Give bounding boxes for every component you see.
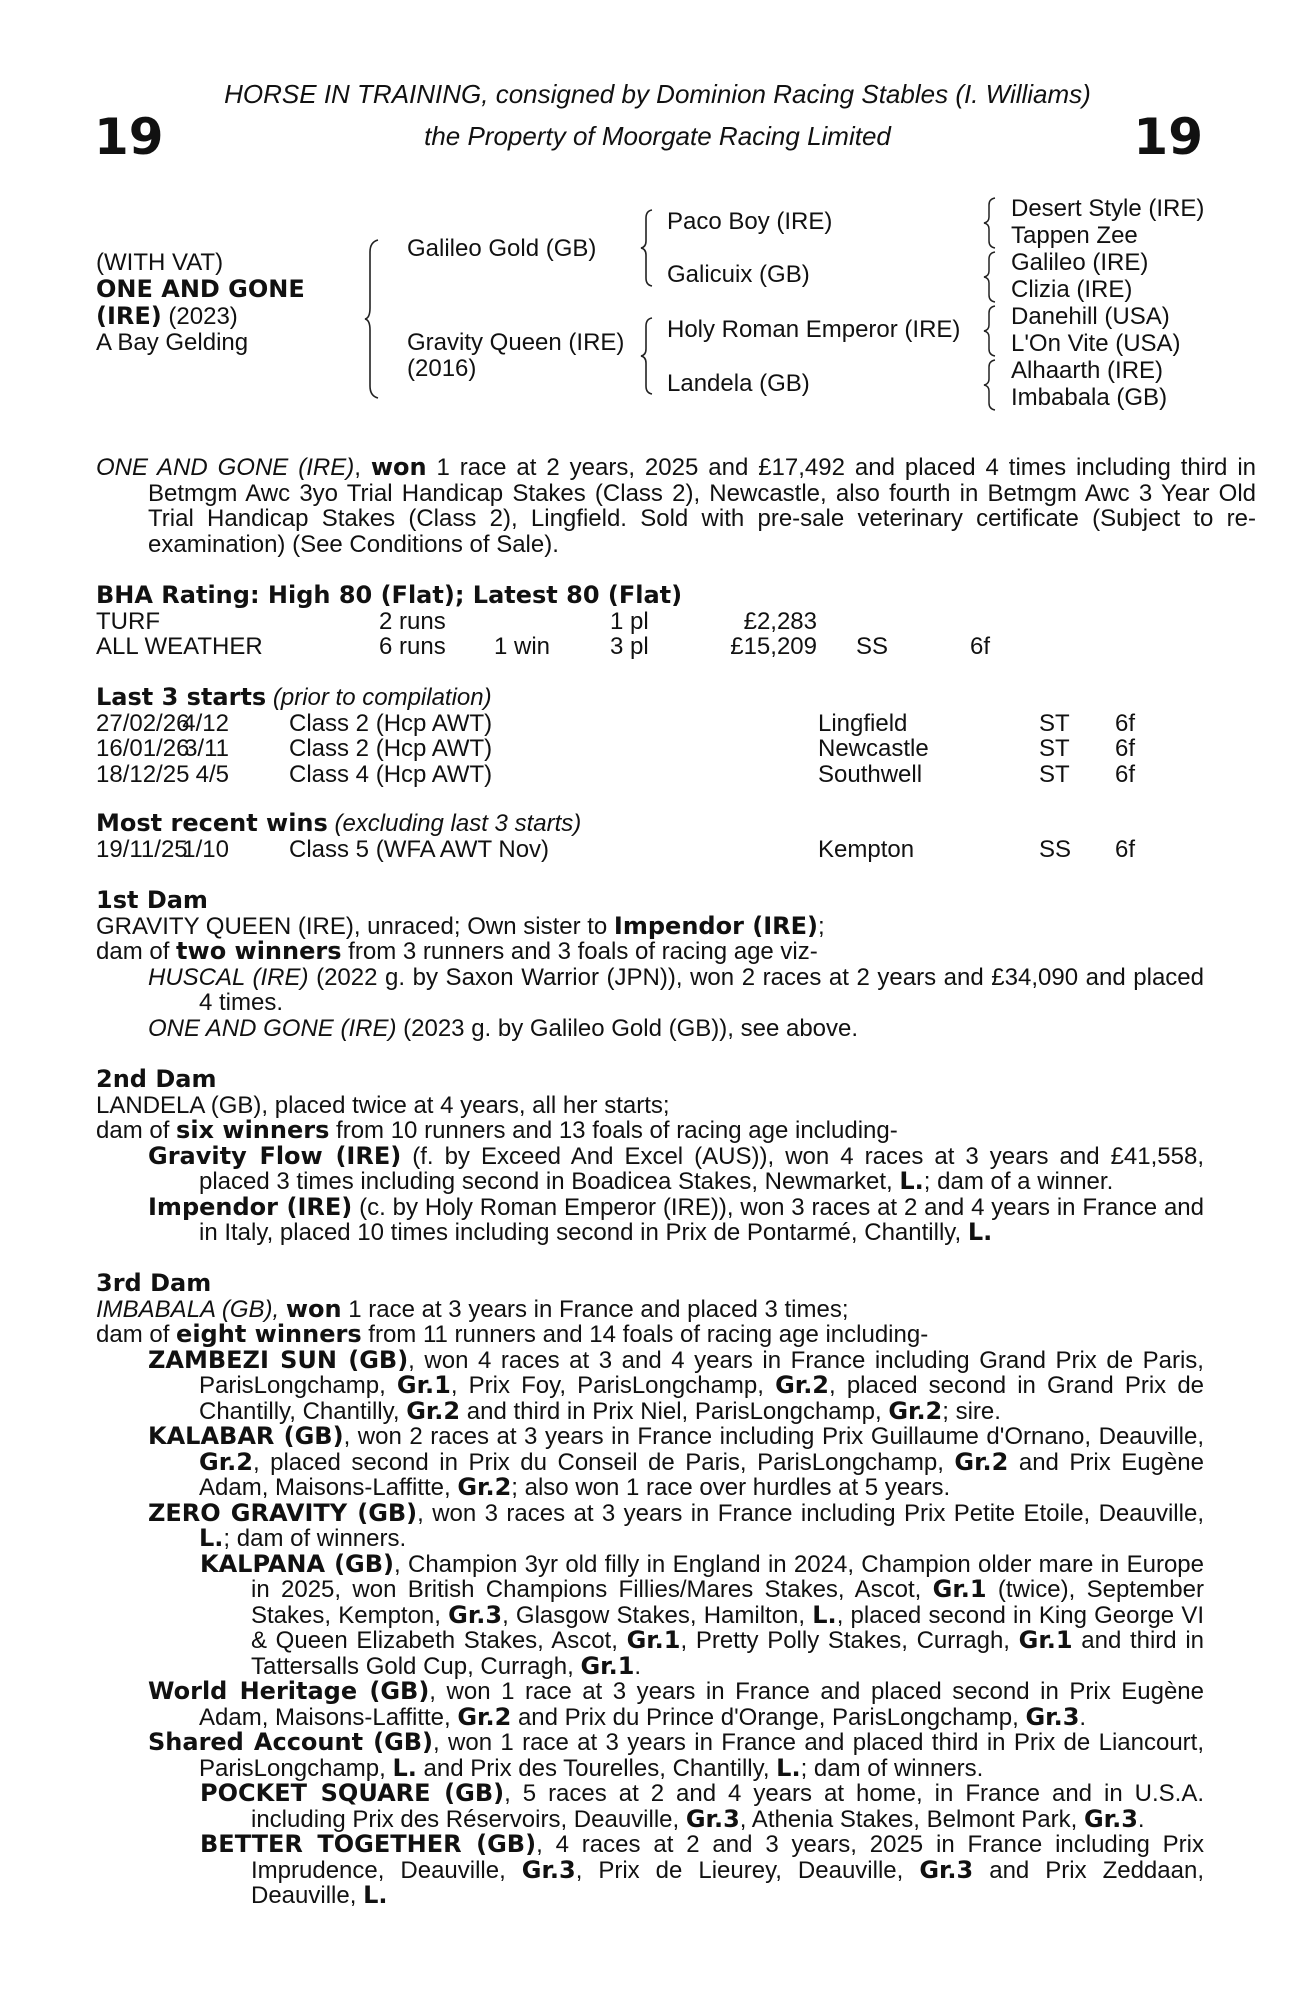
start-course: Southwell (818, 760, 923, 788)
progeny-text: , won 1 race at 3 years in France and placed second in Prix Eugène Adam, Maisons-Laffitte, (199, 1678, 1204, 1731)
first-dam-sister: Impendor (IRE) (613, 911, 819, 940)
progeny-kalabar (96, 1424, 1204, 1501)
progeny-text: ; also won 1 race over hurdles at 5 years. (511, 1474, 951, 1501)
progeny-text: , Athenia Stakes, Belmont Park, (739, 1805, 1084, 1833)
bha-placed: 1 pl (610, 607, 649, 635)
second-dam-title: 2nd Dam (96, 1065, 217, 1093)
horse-description: A Bay Gelding (96, 329, 249, 356)
second-dam-text: dam of (96, 1117, 177, 1144)
start-course: Newcastle (818, 735, 929, 762)
start-distance: 6f (1115, 709, 1136, 737)
progeny-text: . (1137, 1805, 1145, 1833)
progeny-name: Shared Account (GB) (148, 1728, 434, 1756)
dam-sire: Holy Roman Emperor (IRE) (667, 316, 961, 343)
progeny-name: ONE AND GONE (IRE) (148, 1014, 397, 1042)
third-dam-line2 (96, 1322, 1204, 1348)
progeny-zero-gravity (96, 1498, 1204, 1552)
last-3-starts (96, 685, 1204, 787)
summary-text: 1 race at 2 years, 2025 and £17,492 and placed 4 times including third in Betmgm Awc 3yo Trial Handicap Stakes (Class 2), Newcastle, also fourth in Betmgm Awc 3 Year Old Trial Handicap Stakes (Class 2), Lingfield. Sold with pre-sale veterinary certificate (Subject to re-examination) (See Conditions of Sale). (148, 454, 1257, 558)
progeny-kalpana (96, 1549, 1205, 1680)
bha-title: BHA Rating: High 80 (Flat); Latest 80 (Flat) (96, 581, 683, 609)
second-dam-winners: six winners (176, 1116, 330, 1144)
start-row (96, 762, 1204, 788)
progeny-grade: L. (363, 1881, 388, 1909)
lot-number-right: 19 (1133, 108, 1203, 166)
start-course: Lingfield (818, 709, 908, 737)
progeny-grade: Gr.1 (1018, 1626, 1073, 1654)
progeny-grade: Gr.3 (919, 1855, 974, 1884)
progeny-text: (twice), September Stakes, Kempton, (251, 1576, 1204, 1629)
third-dam-won: won (285, 1294, 342, 1323)
g3-imbabala: Imbabala (GB) (1011, 384, 1168, 411)
g3-lon-vite: L'On Vite (USA) (1011, 330, 1181, 357)
start-position: 3/11 (184, 735, 229, 762)
first-dam-punct: ; (818, 912, 825, 940)
property-line: the Property of Moorgate Racing Limited (424, 121, 891, 151)
progeny-text: , Prix de Lieurey, Deauville, (575, 1856, 920, 1884)
progeny-text: . (1079, 1703, 1087, 1731)
g3-tappen-zee: Tappen Zee (1011, 222, 1138, 249)
second-dam-line1: LANDELA (GB), placed twice at 4 years, all her starts; (96, 1091, 670, 1119)
summary-horse-name: ONE AND GONE (IRE) (96, 454, 355, 481)
start-date: 18/12/25 (96, 760, 190, 788)
bha-prize: £15,209 (730, 633, 817, 660)
consignor-line: HORSE IN TRAINING, consigned by Dominion Racing Stables (I. Williams) (224, 79, 1091, 109)
progeny-text: and Prix Zeddaan, Deauville, (251, 1856, 1204, 1909)
progeny-text: , 5 races at 2 and 4 years at home, in France and in U.S.A. including Prix des Réservoirs, Deauville, (251, 1780, 1204, 1833)
third-dam-name: IMBABALA (GB), (96, 1295, 286, 1323)
progeny-text: , Prix Foy, ParisLongchamp, (450, 1372, 776, 1399)
horse-year: (2023) (168, 303, 238, 330)
bha-row-all-weather (96, 634, 1204, 660)
horse-country: (IRE) (96, 302, 162, 330)
start-going: ST (1039, 709, 1070, 737)
win-distance: 6f (1115, 835, 1136, 863)
progeny-text: (f. by Exceed And Excel (AUS)), won 4 races at 3 years and £41,558, placed 3 times including second in Boadicea Stakes, Newmarket, (199, 1142, 1205, 1195)
progeny-text: and third in Prix Niel, ParisLongchamp, (460, 1397, 889, 1425)
progeny-zambezi-sun (96, 1345, 1205, 1425)
recent-wins-title: Most recent wins (96, 809, 328, 837)
bha-surface: ALL WEATHER (96, 633, 263, 660)
progeny-grade: L. (776, 1753, 801, 1782)
progeny-impendor (96, 1192, 1204, 1246)
progeny-grade: Gr.3 (448, 1600, 503, 1629)
progeny-text: ; dam of a winner. (923, 1168, 1114, 1195)
bha-runs: 2 runs (379, 607, 446, 635)
progeny-text: ; dam of winners. (800, 1754, 984, 1782)
third-dam-title: 3rd Dam (96, 1269, 212, 1297)
progeny-text: , Champion 3yr old filly in England in 2024, Champion older mare in Europe in 2025, won British Champions Fillies/Mares Stakes, Ascot, (251, 1550, 1204, 1603)
vat-note: (WITH VAT) (96, 249, 224, 276)
progeny-text: (2023 g. by Galileo Gold (GB)), see above. (396, 1014, 859, 1042)
progeny-grade: Gr.2 (457, 1702, 512, 1731)
start-distance: 6f (1115, 760, 1136, 788)
first-dam-line2 (96, 939, 1204, 965)
progeny-better-together (96, 1832, 1204, 1909)
progeny-text: , placed second in Prix du Conseil de Paris, ParisLongchamp, (252, 1448, 955, 1476)
progeny-grade: Gr.2 (954, 1447, 1009, 1476)
progeny-grade: Gr.1 (580, 1651, 635, 1680)
progeny-name: HUSCAL (IRE) (148, 963, 309, 991)
pedigree-brace-sire (640, 208, 656, 288)
start-race: Class 2 (Hcp AWT) (289, 709, 493, 737)
bha-prize: £2,283 (743, 607, 817, 635)
progeny-text: , placed second in Grand Prix de Chantilly, Chantilly, (199, 1372, 1205, 1425)
progeny-text: ; dam of winners. (223, 1525, 407, 1552)
win-row (96, 837, 1204, 863)
start-position: 4/12 (182, 709, 229, 737)
progeny-text: and Prix du Prince d'Orange, ParisLongchamp, (511, 1703, 1026, 1731)
progeny-grade: Gr.3 (685, 1804, 740, 1833)
bha-row-turf (96, 609, 1204, 635)
progeny-name: BETTER TOGETHER (GB) (200, 1830, 537, 1858)
start-race: Class 4 (Hcp AWT) (289, 760, 493, 788)
progeny-text: , won 2 races at 3 years in France including Prix Guillaume d'Ornano, Deauville, (343, 1423, 1204, 1450)
progeny-text: , placed second in King George VI & Queen Elizabeth Stakes, Ascot, (251, 1601, 1205, 1654)
progeny-text: and Prix des Tourelles, Chantilly, (416, 1754, 777, 1782)
start-going: ST (1039, 735, 1070, 762)
bha-section (96, 583, 1204, 660)
third-generation (1011, 195, 1204, 411)
bha-runs: 6 runs (379, 633, 446, 660)
progeny-text: and Prix Eugène Adam, Maisons-Laffitte, (199, 1448, 1204, 1501)
progeny-grade: Gr.1 (396, 1371, 451, 1399)
progeny-name: World Heritage (GB) (148, 1677, 430, 1705)
progeny-text: , Glasgow Stakes, Hamilton, (502, 1601, 813, 1629)
progeny-huscal (96, 965, 1204, 1016)
progeny-grade: Gr.2 (775, 1371, 830, 1399)
progeny-grade: L. (812, 1600, 837, 1629)
progeny-grade: Gr.1 (932, 1575, 987, 1603)
progeny-name: POCKET SQUARE (GB) (200, 1779, 505, 1807)
win-course: Kempton (818, 835, 915, 863)
progeny-name: ZERO GRAVITY (GB) (148, 1498, 418, 1527)
g3-danehill: Danehill (USA) (1011, 303, 1170, 330)
progeny-name: KALABAR (GB) (148, 1422, 344, 1450)
first-dam-section (96, 888, 1204, 1041)
pedigree-brace-g3 (983, 196, 999, 412)
sire-sire: Paco Boy (IRE) (667, 208, 833, 235)
progeny-grade: L. (899, 1167, 924, 1195)
progeny-grade: Gr.1 (626, 1626, 681, 1654)
progeny-grade: Gr.2 (457, 1473, 512, 1501)
progeny-name: KALPANA (GB) (200, 1549, 395, 1578)
start-race: Class 2 (Hcp AWT) (289, 735, 493, 762)
horse-name: ONE AND GONE (96, 275, 305, 303)
progeny-grade: L. (967, 1218, 993, 1246)
third-dam-text: dam of (96, 1321, 177, 1348)
pedigree-brace-dam (640, 316, 656, 396)
win-going: SS (1039, 835, 1072, 863)
last3-note: (prior to compilation) (272, 684, 492, 711)
first-dam-text: from 3 runners and 3 foals of racing age viz- (341, 938, 818, 965)
start-row (96, 711, 1204, 737)
progeny-text: , won 1 race at 3 years in France and placed third in Prix de Liancourt, ParisLongchamp, (199, 1729, 1204, 1782)
recent-wins-note: (excluding last 3 starts) (334, 810, 582, 837)
progeny-one-and-gone (96, 1016, 1204, 1042)
lot-number-left: 19 (94, 108, 164, 166)
progeny-shared-account (96, 1730, 1204, 1781)
third-dam-winners: eight winners (176, 1320, 362, 1348)
dam-year: (2016) (407, 355, 477, 382)
win-race: Class 5 (WFA AWT Nov) (289, 835, 550, 863)
bha-wins: 1 win (494, 633, 551, 660)
progeny-text: and third in Tattersalls Gold Cup, Curragh, (251, 1627, 1204, 1680)
progeny-text: (c. by Holy Roman Emperor (IRE)), won 3 races at 2 and 4 years in France and in Italy, placed 10 times including second in Prix de Pontarmé, Chantilly, (199, 1193, 1204, 1246)
race-summary: ONE AND GONE (IRE), won 1 race at 2 years, 2025 and £17,492 and placed 4 times including third in Betmgm Awc 3yo Trial Handicap Stakes (Class 2), Newcastle, also fourth in Betmgm Awc 3 Year Old Trial Handicap Stakes (Class 2), Lingfield. Sold with pre-sale veterinary certificate (Subject to re-examination) (See Conditions of Sale). (96, 453, 1257, 558)
sire-dam: Galicuix (GB) (667, 261, 810, 288)
third-dam-text: from 11 runners and 14 foals of racing age including- (361, 1321, 929, 1348)
g3-galileo: Galileo (IRE) (1011, 249, 1149, 276)
dam-dam: Landela (GB) (667, 370, 810, 397)
progeny-name: Gravity Flow (IRE) (148, 1141, 402, 1170)
first-dam-text: dam of (96, 938, 177, 965)
progeny-grade: Gr.3 (521, 1855, 576, 1884)
start-date: 27/02/26 (96, 709, 190, 737)
dam-name: Gravity Queen (IRE) (407, 329, 625, 356)
g3-desert-style: Desert Style (IRE) (1011, 195, 1205, 222)
third-dam-line1 (96, 1294, 1204, 1323)
bha-surface: TURF (96, 607, 160, 635)
first-dam-winners: two winners (176, 937, 342, 965)
start-going: ST (1039, 760, 1070, 788)
progeny-grade: Gr.2 (406, 1396, 461, 1425)
win-position: 1/10 (182, 835, 229, 863)
progeny-text: . (634, 1652, 642, 1680)
progeny-name: Impendor (IRE) (148, 1192, 353, 1221)
progeny-text: , 4 races at 2 and 3 years, 2025 in France including Prix Imprudence, Deauville, (251, 1831, 1204, 1884)
third-dam-section (96, 1271, 1204, 1909)
progeny-grade: Gr.2 (888, 1396, 943, 1425)
horse-identity (96, 250, 305, 356)
progeny-world-heritage (96, 1679, 1204, 1730)
progeny-grade: L. (199, 1524, 224, 1552)
start-distance: 6f (1115, 735, 1136, 762)
progeny-grade: Gr.2 (199, 1447, 253, 1476)
win-date: 19/11/25 (96, 835, 188, 863)
second-dam-text: from 10 runners and 13 foals of racing age including- (329, 1117, 898, 1144)
bha-placed: 3 pl (610, 633, 649, 660)
progeny-text: ; sire. (942, 1397, 1001, 1425)
bha-going: SS (856, 633, 889, 660)
progeny-gravity-flow (96, 1141, 1205, 1195)
progeny-grade: Gr.3 (1083, 1804, 1138, 1833)
first-dam-title: 1st Dam (96, 886, 208, 914)
first-dam-text: GRAVITY QUEEN (IRE), unraced; Own sister to (96, 912, 614, 940)
progeny-text: , won 4 races at 3 and 4 years in France including Grand Prix de Paris, ParisLongchamp, (199, 1346, 1204, 1399)
start-position: 4/5 (195, 760, 229, 788)
progeny-grade: Gr.3 (1025, 1702, 1080, 1731)
progeny-text: (2022 g. by Saxon Warrior (JPN)), won 2 races at 2 years and £34,090 and placed 4 times. (199, 963, 1204, 1016)
most-recent-wins (96, 811, 1204, 862)
start-date: 16/01/26 (96, 735, 190, 762)
bha-dist: 6f (970, 633, 991, 660)
g3-clizia: Clizia (IRE) (1011, 276, 1133, 303)
progeny-name: ZAMBEZI SUN (GB) (148, 1345, 409, 1374)
g3-alhaarth: Alhaarth (IRE) (1011, 357, 1164, 384)
progeny-pocket-square (96, 1781, 1204, 1832)
last3-title: Last 3 starts (96, 683, 267, 711)
second-dam-section (96, 1067, 1204, 1246)
summary-won: won (370, 453, 427, 481)
progeny-text: , Pretty Polly Stakes, Curragh, (680, 1627, 1019, 1654)
third-dam-text: 1 race at 3 years in France and placed 3 times; (341, 1295, 849, 1323)
first-dam-line1 (96, 911, 1204, 940)
sire-name: Galileo Gold (GB) (407, 235, 597, 262)
pedigree-brace-main (364, 238, 384, 400)
progeny-grade: L. (392, 1753, 417, 1782)
progeny-text: , won 3 races at 3 years in France including Prix Petite Etoile, Deauville, (417, 1499, 1204, 1527)
start-row (96, 736, 1204, 762)
second-dam-line2 (96, 1118, 1204, 1144)
